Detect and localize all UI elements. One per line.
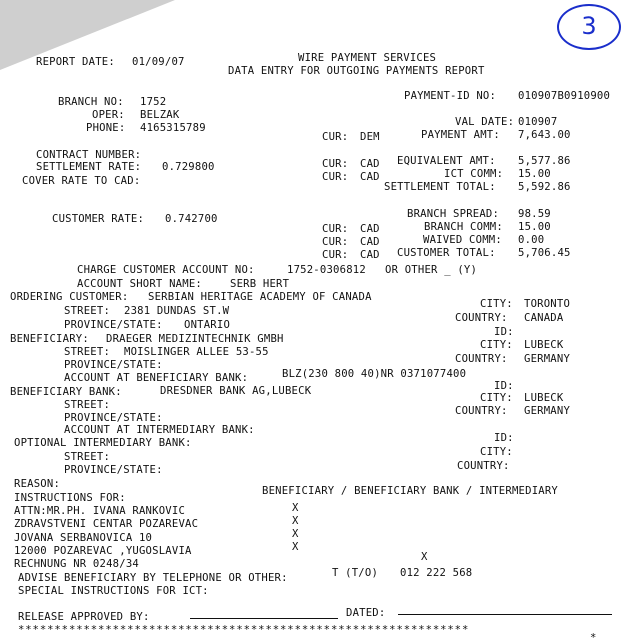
dated-label: DATED: bbox=[346, 607, 386, 619]
beneficiary-bank-label: BENEFICIARY BANK: bbox=[10, 386, 122, 398]
phone: 4165315789 bbox=[140, 122, 206, 134]
short-name: SERB HERT bbox=[230, 278, 290, 290]
report-date-label: REPORT DATE: bbox=[36, 56, 115, 68]
ordering-province-label: PROVINCE/STATE: bbox=[64, 319, 163, 331]
beneficiary-city-label: CITY: bbox=[480, 339, 513, 351]
ict-cur-label: CUR: bbox=[322, 171, 349, 183]
oper: BELZAK bbox=[140, 109, 180, 121]
ordering-customer-label: ORDERING CUSTOMER: bbox=[10, 291, 129, 303]
dated-line bbox=[398, 614, 612, 615]
or-other: OR OTHER _ (Y) bbox=[385, 264, 478, 276]
report-date: 01/09/07 bbox=[132, 56, 185, 68]
contract-number-label: CONTRACT NUMBER: bbox=[36, 149, 142, 161]
phone-label: PHONE: bbox=[86, 122, 126, 134]
beneficiary-label: BENEFICIARY: bbox=[10, 333, 89, 345]
ordering-city-label: CITY: bbox=[480, 298, 513, 310]
waived-comm: 0.00 bbox=[518, 234, 545, 246]
bank-city: LUBECK bbox=[524, 392, 564, 404]
beneficiary-city: LUBECK bbox=[524, 339, 564, 351]
beneficiary-street-label: STREET: bbox=[64, 346, 111, 358]
bank-country: GERMANY bbox=[524, 405, 571, 417]
customer-total-label: CUSTOMER TOTAL: bbox=[397, 247, 496, 259]
beneficiary-mark: X bbox=[292, 515, 299, 527]
advise-phone: 012 222 568 bbox=[400, 567, 473, 579]
beneficiary-mark: X bbox=[292, 528, 299, 540]
bank-city-label: CITY: bbox=[480, 392, 513, 404]
intermediary-street-label: STREET: bbox=[64, 451, 111, 463]
bank-street-label: STREET: bbox=[64, 399, 111, 411]
payment-amt-label: PAYMENT AMT: bbox=[421, 129, 500, 141]
ict-cur: CAD bbox=[360, 171, 380, 183]
ordering-customer: SERBIAN HERITAGE ACADEMY OF CANADA bbox=[148, 291, 372, 303]
customer-rate: 0.742700 bbox=[165, 213, 218, 225]
equivalent-cur: CAD bbox=[360, 158, 380, 170]
beneficiary-country: GERMANY bbox=[524, 353, 571, 365]
advise-label: ADVISE BENEFICIARY BY TELEPHONE OR OTHER: bbox=[18, 572, 288, 584]
branch-spread: 98.59 bbox=[518, 208, 551, 220]
page-number: 3 bbox=[581, 12, 597, 40]
beneficiary-account: BLZ(230 800 40)NR 0371077400 bbox=[282, 368, 467, 380]
special-instructions-label: SPECIAL INSTRUCTIONS FOR ICT: bbox=[18, 585, 209, 597]
payment-cur-label: CUR: bbox=[322, 131, 349, 143]
equivalent-amt: 5,577.86 bbox=[518, 155, 571, 167]
branch-comm-label: BRANCH COMM: bbox=[424, 221, 503, 233]
val-date-label: VAL DATE: bbox=[455, 116, 515, 128]
payment-id: 010907B0910900 bbox=[518, 90, 611, 102]
ordering-street: 2381 DUNDAS ST.W bbox=[124, 305, 230, 317]
report-subtitle: DATA ENTRY FOR OUTGOING PAYMENTS REPORT bbox=[228, 65, 485, 77]
intermediary-city-label: CITY: bbox=[480, 446, 513, 458]
short-name-label: ACCOUNT SHORT NAME: bbox=[77, 278, 202, 290]
ordering-province: ONTARIO bbox=[184, 319, 231, 331]
beneficiary-mark: X bbox=[292, 541, 299, 553]
branch-comm-cur: CAD bbox=[360, 223, 380, 235]
bank-province-label: PROVINCE/STATE: bbox=[64, 412, 163, 424]
ordering-street-label: STREET: bbox=[64, 305, 111, 317]
instructions-for-label: INSTRUCTIONS FOR: bbox=[14, 492, 126, 504]
ordering-country-label: COUNTRY: bbox=[455, 312, 508, 324]
ict-comm: 15.00 bbox=[518, 168, 551, 180]
oper-label: OPER: bbox=[92, 109, 125, 121]
separator-star: * bbox=[590, 632, 597, 644]
ict-comm-label: ICT COMM: bbox=[444, 168, 504, 180]
intermediary-account-label: ACCOUNT AT INTERMEDIARY BANK: bbox=[64, 424, 255, 436]
beneficiary-bank-name: DRESDNER BANK AG,LUBECK bbox=[160, 385, 312, 397]
customer-rate-label: CUSTOMER RATE: bbox=[52, 213, 145, 225]
customer-total-cur-label: CUR: bbox=[322, 249, 349, 261]
branch-comm: 15.00 bbox=[518, 221, 551, 233]
release-approved-label: RELEASE APPROVED BY: bbox=[18, 611, 150, 623]
ordering-city: TORONTO bbox=[524, 298, 571, 310]
intermediary-bank-label: OPTIONAL INTERMEDIARY BANK: bbox=[14, 437, 192, 449]
bank-country-label: COUNTRY: bbox=[455, 405, 508, 417]
instruction-line: 12000 POZAREVAC ,YUGOSLAVIA bbox=[14, 545, 192, 557]
branch-spread-label: BRANCH SPREAD: bbox=[407, 208, 500, 220]
equivalent-amt-label: EQUIVALENT AMT: bbox=[397, 155, 496, 167]
instruction-line: ZDRAVSTVENI CENTAR POZAREVAC bbox=[14, 518, 199, 530]
beneficiary-mark: X bbox=[292, 502, 299, 514]
charge-account-label: CHARGE CUSTOMER ACCOUNT NO: bbox=[77, 264, 255, 276]
intermediary-country-label: COUNTRY: bbox=[457, 460, 510, 472]
payment-id-label: PAYMENT-ID NO: bbox=[404, 90, 497, 102]
beneficiary-country-label: COUNTRY: bbox=[455, 353, 508, 365]
waived-cur-label: CUR: bbox=[322, 236, 349, 248]
report-title: WIRE PAYMENT SERVICES bbox=[298, 52, 437, 64]
customer-total-cur: CAD bbox=[360, 249, 380, 261]
waived-comm-label: WAIVED COMM: bbox=[423, 234, 502, 246]
ordering-id-label: ID: bbox=[494, 326, 514, 338]
instruction-line: ATTN:MR.PH. IVANA RANKOVIC bbox=[14, 505, 186, 517]
settlement-total: 5,592.86 bbox=[518, 181, 571, 193]
instruction-line: RECHNUNG NR 0248/34 bbox=[14, 558, 139, 570]
cover-rate-label: COVER RATE TO CAD: bbox=[22, 175, 141, 187]
reason-label: REASON: bbox=[14, 478, 61, 490]
settlement-rate: 0.729800 bbox=[162, 161, 215, 173]
payment-amt: 7,643.00 bbox=[518, 129, 571, 141]
instruction-line: JOVANA SERBANOVICA 10 bbox=[14, 532, 153, 544]
branch-comm-cur-label: CUR: bbox=[322, 223, 349, 235]
bank-id-label: ID: bbox=[494, 380, 514, 392]
branch-no: 1752 bbox=[140, 96, 167, 108]
beneficiary-province-label: PROVINCE/STATE: bbox=[64, 359, 163, 371]
branch-no-label: BRANCH NO: bbox=[58, 96, 124, 108]
settlement-rate-label: SETTLEMENT RATE: bbox=[36, 161, 142, 173]
intermediary-province-label: PROVINCE/STATE: bbox=[64, 464, 163, 476]
advise-value: T (T/O) bbox=[332, 567, 379, 579]
beneficiary-name: DRAEGER MEDIZINTECHNIK GMBH bbox=[106, 333, 284, 345]
val-date: 010907 bbox=[518, 116, 558, 128]
charge-account: 1752-0306812 bbox=[287, 264, 366, 276]
customer-total: 5,706.45 bbox=[518, 247, 571, 259]
intermediary-mark: X bbox=[421, 551, 428, 563]
page-number-circle bbox=[557, 4, 621, 50]
settlement-total-label: SETTLEMENT TOTAL: bbox=[384, 181, 496, 193]
waived-cur: CAD bbox=[360, 236, 380, 248]
ordering-country: CANADA bbox=[524, 312, 564, 324]
intermediary-id-label: ID: bbox=[494, 432, 514, 444]
separator-stars: ************************************************************** bbox=[18, 624, 470, 636]
equivalent-cur-label: CUR: bbox=[322, 158, 349, 170]
release-signature-line bbox=[190, 618, 338, 619]
beneficiary-street: MOISLINGER ALLEE 53-55 bbox=[124, 346, 269, 358]
instructions-column-headers: BENEFICIARY / BENEFICIARY BANK / INTERMEDIARY bbox=[262, 485, 559, 497]
beneficiary-account-label: ACCOUNT AT BENEFICIARY BANK: bbox=[64, 372, 249, 384]
payment-cur: DEM bbox=[360, 131, 380, 143]
